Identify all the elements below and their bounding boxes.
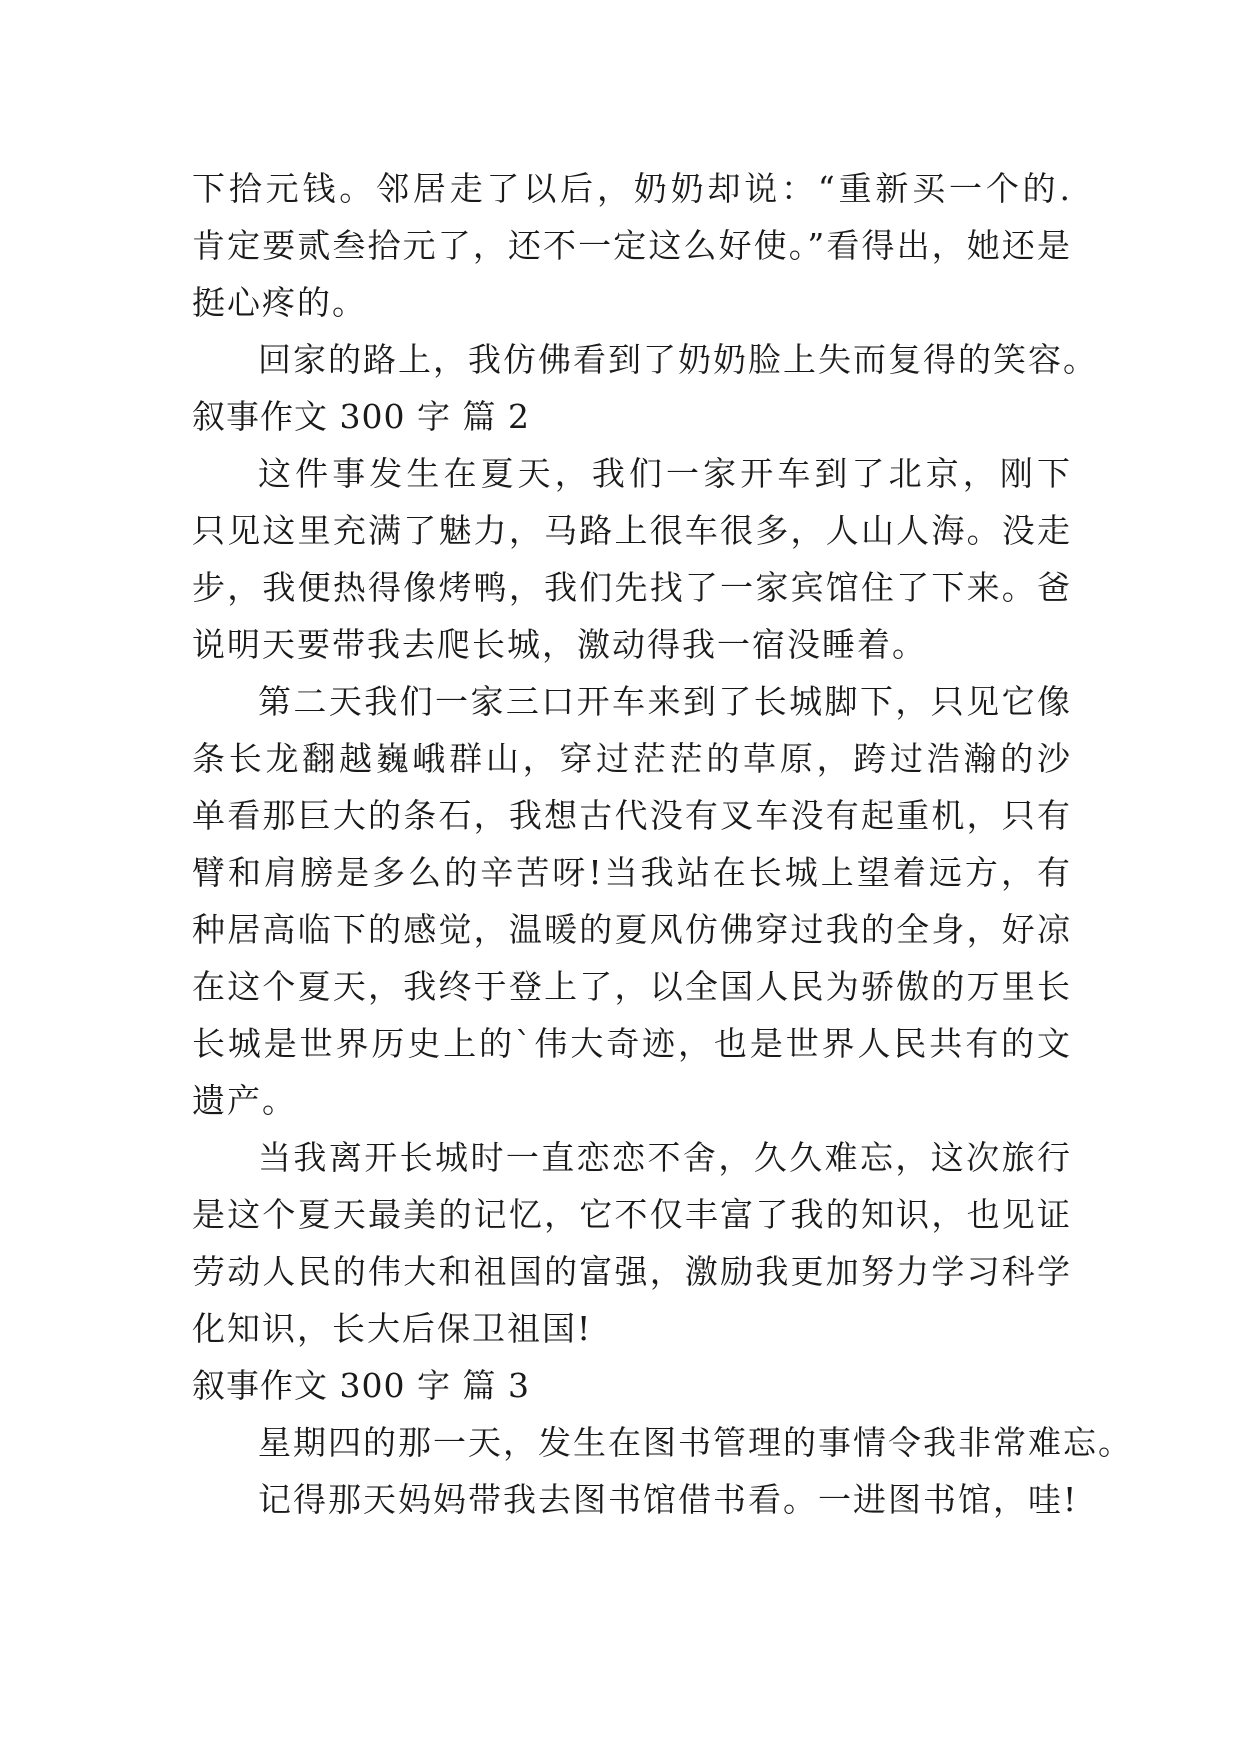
paragraph-line: 条长龙翻越巍峨群山，穿过茫茫的草原，跨过浩瀚的沙	[192, 739, 1072, 778]
paragraph	[192, 1471, 1079, 1528]
document-body	[192, 160, 1133, 1528]
paragraph	[192, 673, 1072, 1129]
paragraph-line: 遗产。	[192, 1081, 297, 1120]
paragraph-line: 记得那天妈妈带我去图书馆借书看。一进图书馆，哇!	[258, 1480, 1079, 1519]
paragraph-line: 回家的路上，我仿佛看到了奶奶脸上失而复得的笑容。	[258, 340, 1098, 379]
paragraph-line: 星期四的那一天，发生在图书管理的事情令我非常难忘。	[258, 1423, 1133, 1462]
paragraph	[192, 331, 1098, 388]
paragraph-line: 肯定要贰叁拾元了，还不一定这么好使。”看得出，她还是	[192, 226, 1072, 265]
paragraph-line: 种居高临下的感觉，温暖的夏风仿佛穿过我的全身，好凉	[192, 910, 1072, 949]
paragraph-line: 步，我便热得像烤鸭，我们先找了一家宾馆住了下来。爸	[192, 568, 1072, 607]
paragraph-line: 是这个夏天最美的记忆，它不仅丰富了我的知识，也见证	[192, 1195, 1072, 1234]
paragraph-line: 第二天我们一家三口开车来到了长城脚下，只见它像	[258, 682, 1072, 721]
paragraph-line: 化知识，长大后保卫祖国!	[192, 1309, 593, 1348]
section-heading	[192, 388, 1072, 445]
paragraph-line: 臂和肩膀是多么的辛苦呀!当我站在长城上望着远方，有	[192, 853, 1072, 892]
paragraph	[192, 1129, 1072, 1357]
paragraph-line: 在这个夏天，我终于登上了，以全国人民为骄傲的万里长	[192, 967, 1072, 1006]
heading-text: 叙事作文 300 字 篇 3	[192, 1366, 530, 1405]
paragraph-line: 说明天要带我去爬长城，激动得我一宿没睡着。	[192, 625, 927, 664]
paragraph	[192, 1414, 1133, 1471]
paragraph-line: 单看那巨大的条石，我想古代没有叉车没有起重机，只有	[192, 796, 1072, 835]
paragraph-line: 长城是世界历史上的`伟大奇迹，也是世界人民共有的文	[192, 1024, 1072, 1063]
paragraph-line: 挺心疼的。	[192, 283, 367, 322]
paragraph-line: 这件事发生在夏天，我们一家开车到了北京，刚下	[258, 454, 1072, 493]
heading-text: 叙事作文 300 字 篇 2	[192, 397, 530, 436]
paragraph-line: 当我离开长城时一直恋恋不舍，久久难忘，这次旅行	[258, 1138, 1072, 1177]
paragraph	[192, 160, 1072, 331]
paragraph-line: 下拾元钱。邻居走了以后，奶奶却说：“重新买一个的.	[192, 169, 1072, 208]
section-heading	[192, 1357, 1072, 1414]
paragraph-line: 只见这里充满了魅力，马路上很车很多，人山人海。没走	[192, 511, 1072, 550]
paragraph-line: 劳动人民的伟大和祖国的富强，激励我更加努力学习科学	[192, 1252, 1072, 1291]
paragraph	[192, 445, 1072, 673]
